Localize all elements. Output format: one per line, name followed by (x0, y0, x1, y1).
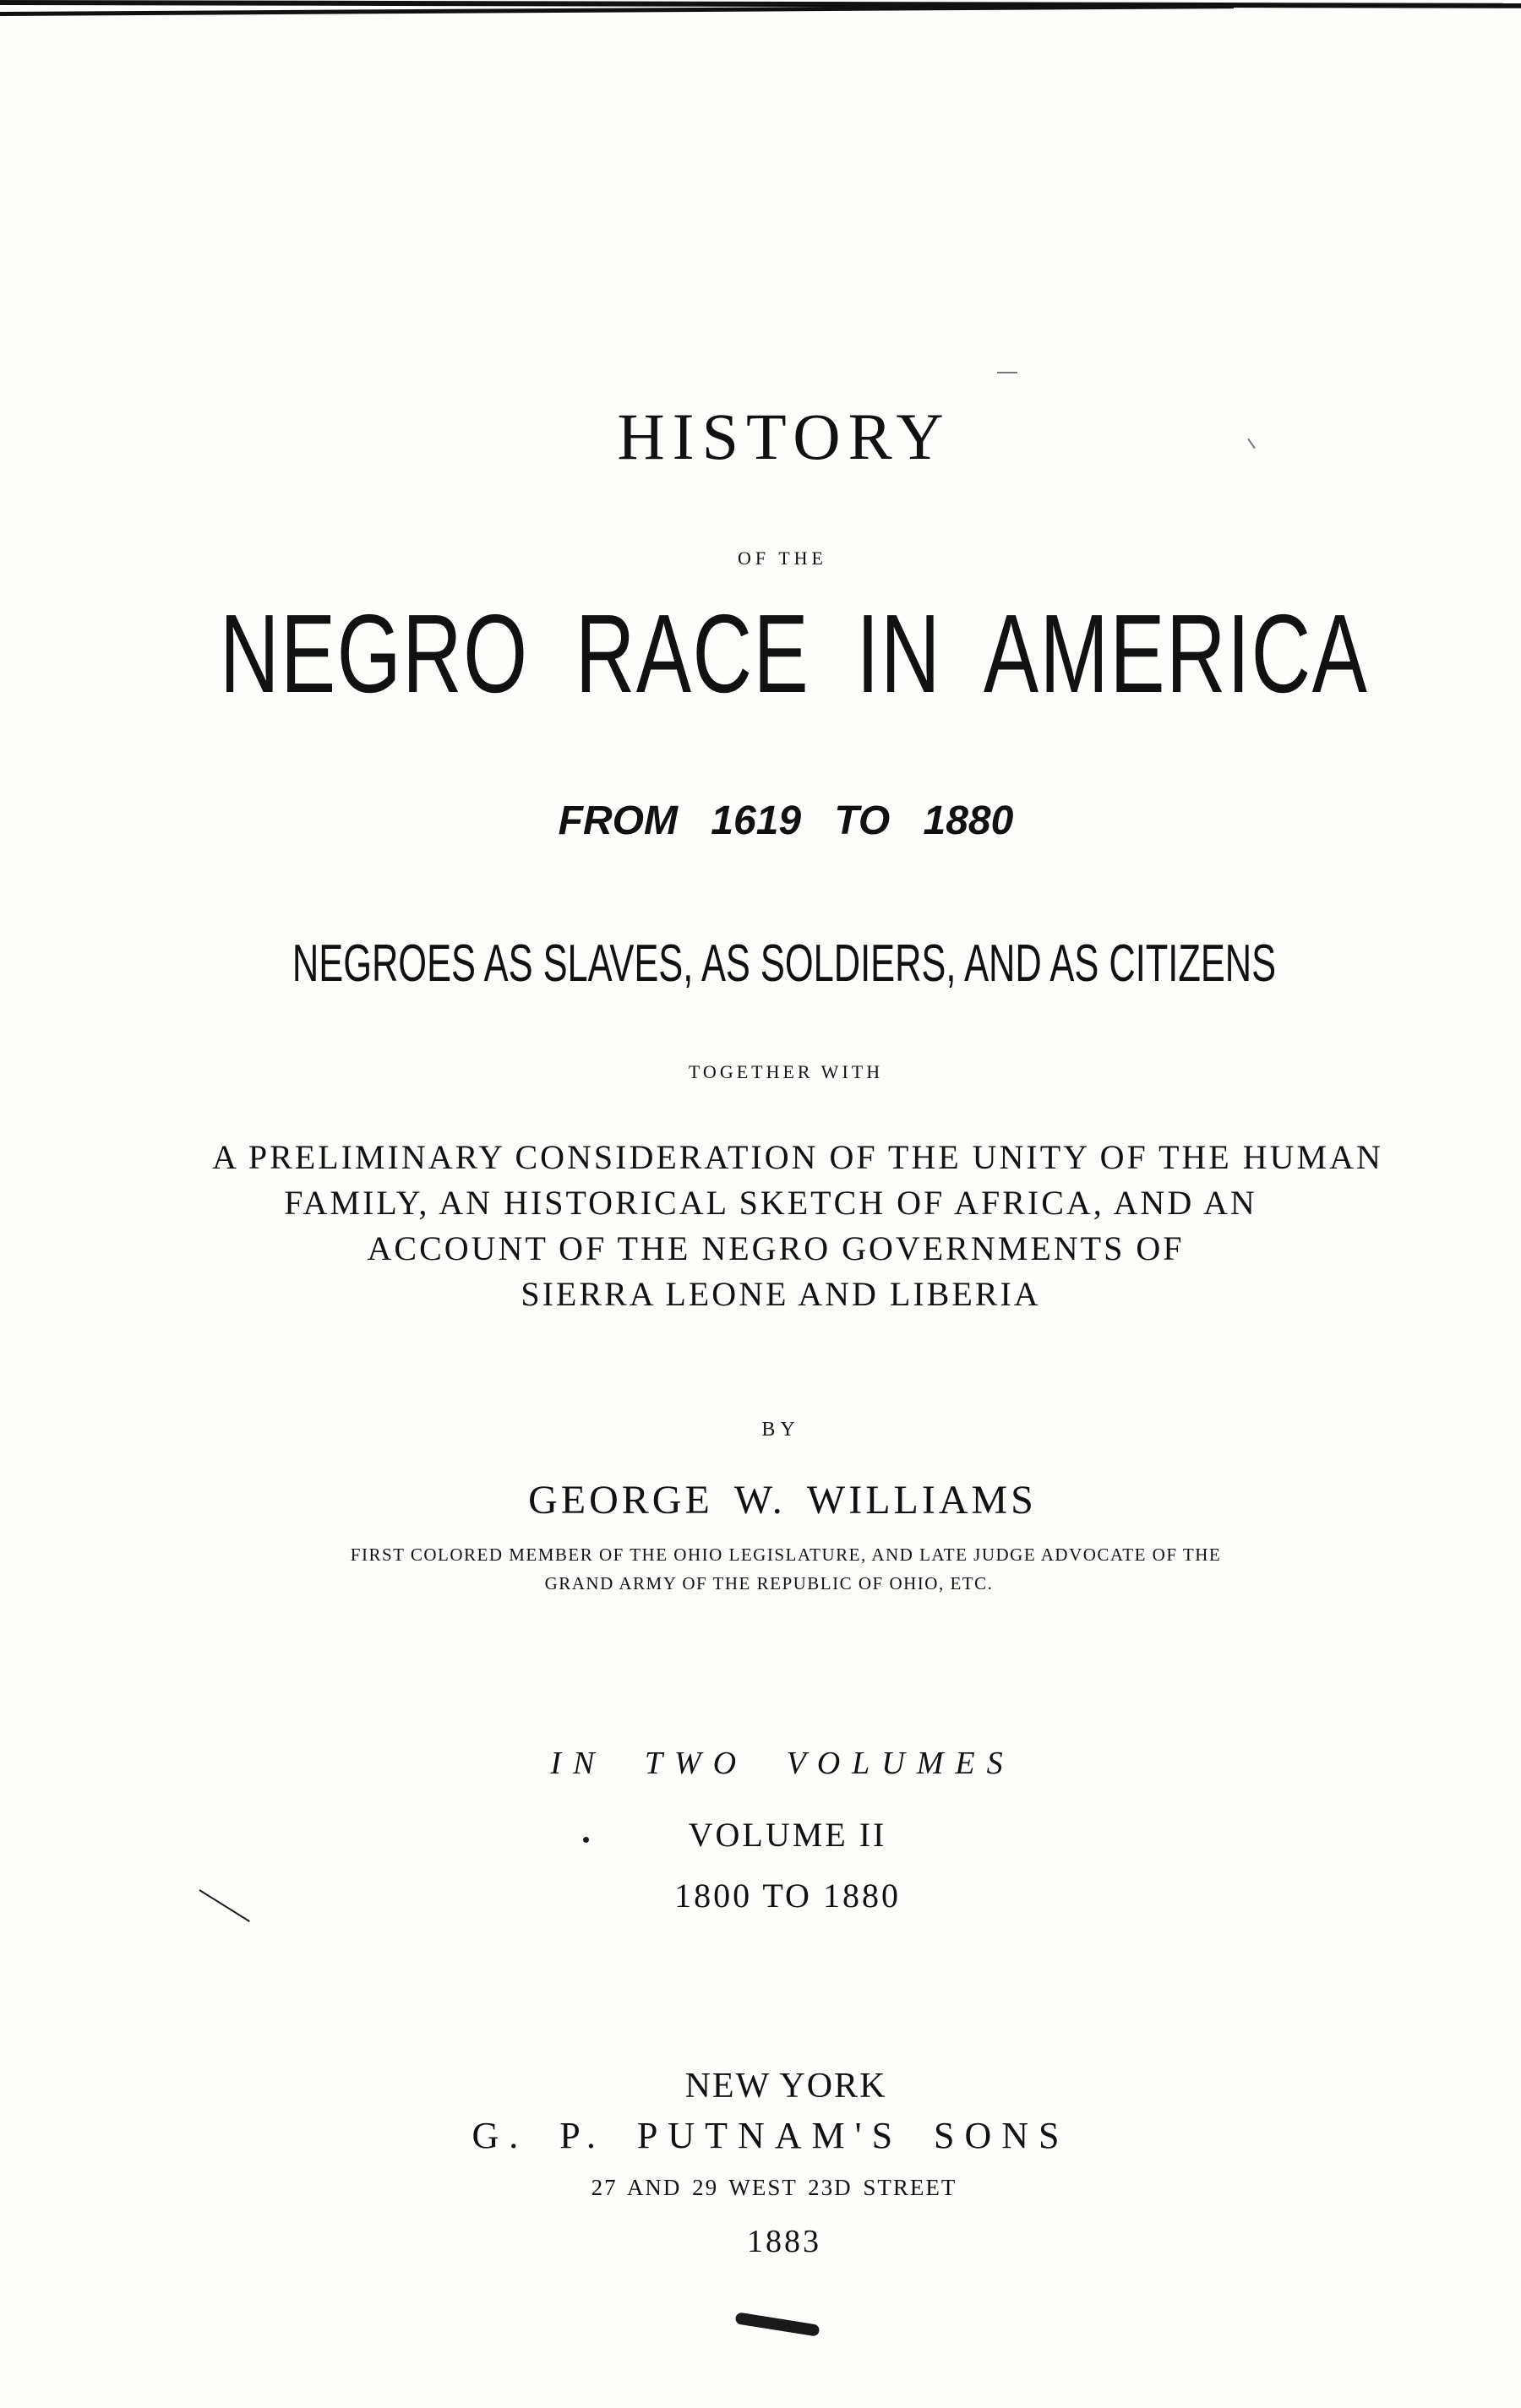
volume-number: VOLUME II (688, 1816, 887, 1854)
publisher-address: 27 AND 29 WEST 23D STREET (591, 2175, 957, 2200)
main-title: NEGRO RACE IN AMERICA (220, 591, 1369, 716)
publication-year: 1883 (747, 2224, 821, 2259)
title-history: HISTORY (617, 400, 951, 473)
preliminary-line: FAMILY, AN HISTORICAL SKETCH OF AFRICA, AND AN (284, 1184, 1257, 1222)
author-name: GEORGE W. WILLIAMS (528, 1478, 1037, 1523)
preliminary-line: A PRELIMINARY CONSIDERATION OF THE UNITY OF THE HUMAN (212, 1138, 1383, 1176)
author-description-line: GRAND ARMY OF THE REPUBLIC OF OHIO, ETC. (544, 1573, 994, 1594)
by-label: BY (761, 1419, 800, 1441)
date-range: FROM 1619 TO 1880 (558, 798, 1014, 843)
volumes-note: IN TWO VOLUMES (550, 1746, 1015, 1781)
preliminary-line: ACCOUNT OF THE NEGRO GOVERNMENTS OF (367, 1229, 1185, 1267)
author-description-line: FIRST COLORED MEMBER OF THE OHIO LEGISLATURE, AND LATE JUDGE ADVOCATE OF THE (350, 1544, 1222, 1565)
volume-span: 1800 TO 1880 (674, 1877, 901, 1915)
together-with: TOGETHER WITH (688, 1061, 884, 1082)
publisher-name: G. P. PUTNAM'S SONS (472, 2115, 1070, 2156)
stray-dot (583, 1837, 589, 1843)
title-of-the: OF THE (738, 548, 827, 569)
publisher-city: NEW YORK (684, 2067, 887, 2106)
ink-smudge (735, 2312, 820, 2336)
preliminary-line: SIERRA LEONE AND LIBERIA (521, 1275, 1041, 1313)
stray-dash (997, 372, 1017, 373)
subtitle: NEGROES AS SLAVES, AS SOLDIERS, AND AS CITIZENS (292, 934, 1277, 993)
